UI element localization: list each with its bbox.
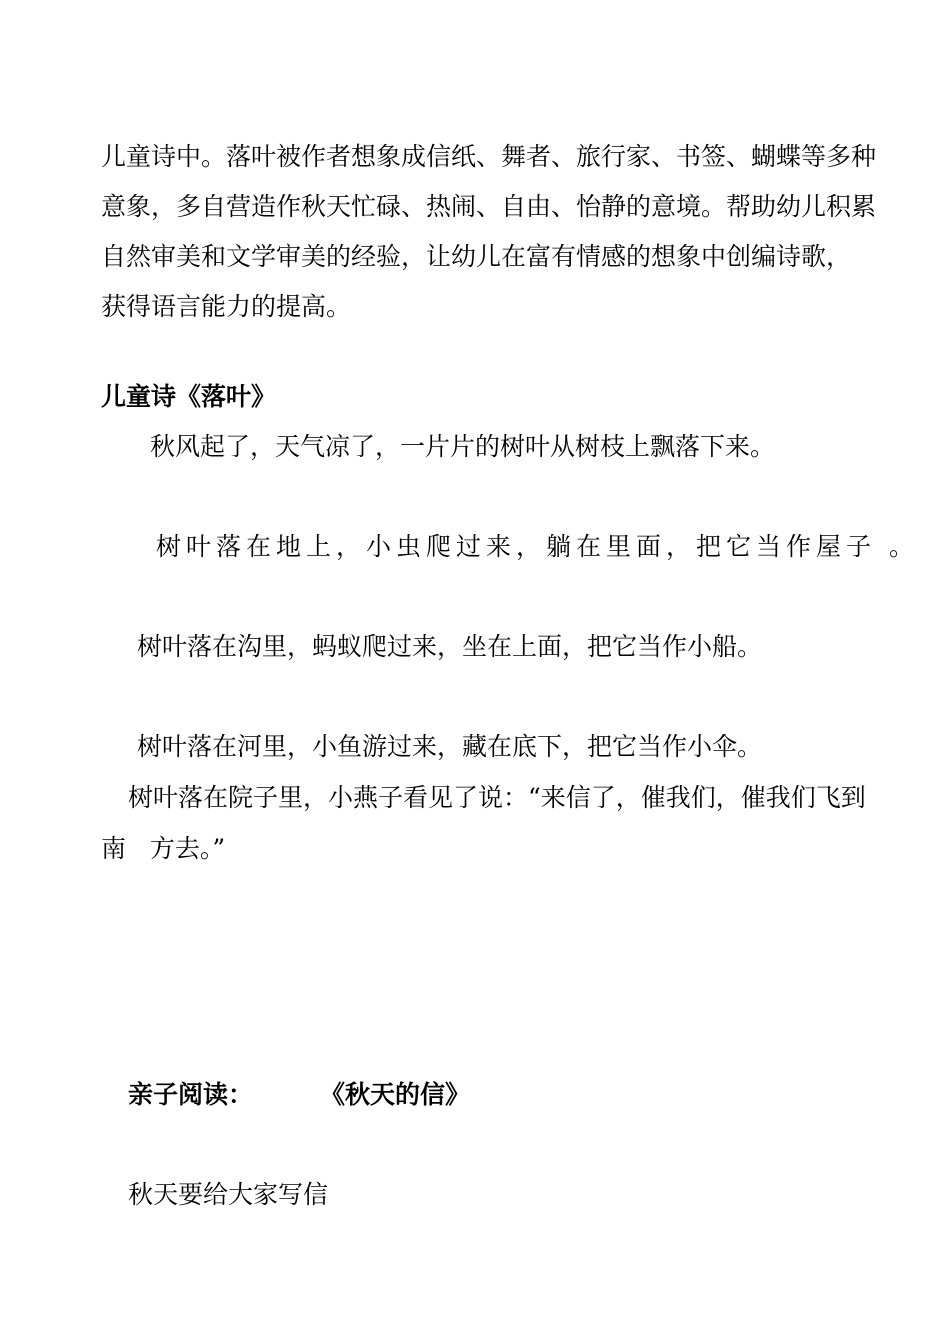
intro-line: 获得语言能力的提高。 bbox=[101, 292, 352, 321]
intro-line: 意象，多自营造作秋天忙碌、热闹、自由、怡静的意境。帮助幼儿积累 bbox=[101, 192, 877, 221]
poem-line: 秋风起了，天气凉了，一片片的树叶从树枝上飘落下来。 bbox=[150, 432, 776, 461]
poem-title: 儿童诗《落叶》 bbox=[101, 382, 277, 411]
poem-line: 树叶落在河里，小鱼游过来，藏在底下，把它当作小伞。 bbox=[137, 732, 763, 761]
intro-line: 儿童诗中。落叶被作者想象成信纸、舞者、旅行家、书签、蝴蝶等多种 bbox=[101, 142, 877, 171]
poem-line: 树叶落在地上，小虫爬过来，躺在里面，把它当作屋子 。 bbox=[156, 532, 919, 561]
poem-line: 树叶落在沟里，蚂蚁爬过来，坐在上面，把它当作小船。 bbox=[137, 632, 763, 661]
reading-title: 《秋天的信》 bbox=[320, 1080, 471, 1109]
reading-label: 亲子阅读： bbox=[128, 1080, 254, 1109]
intro-paragraph bbox=[101, 132, 877, 332]
intro-line: 自然审美和文学审美的经验，让幼儿在富有情感的想象中创编诗歌， bbox=[101, 242, 852, 271]
poem-line: 南 方去。” bbox=[101, 834, 226, 863]
poem-line: 树叶落在院子里，小燕子看见了说：“来信了，催我们，催我们飞到 bbox=[128, 783, 866, 812]
reading-line: 秋天要给大家写信 bbox=[128, 1180, 329, 1209]
